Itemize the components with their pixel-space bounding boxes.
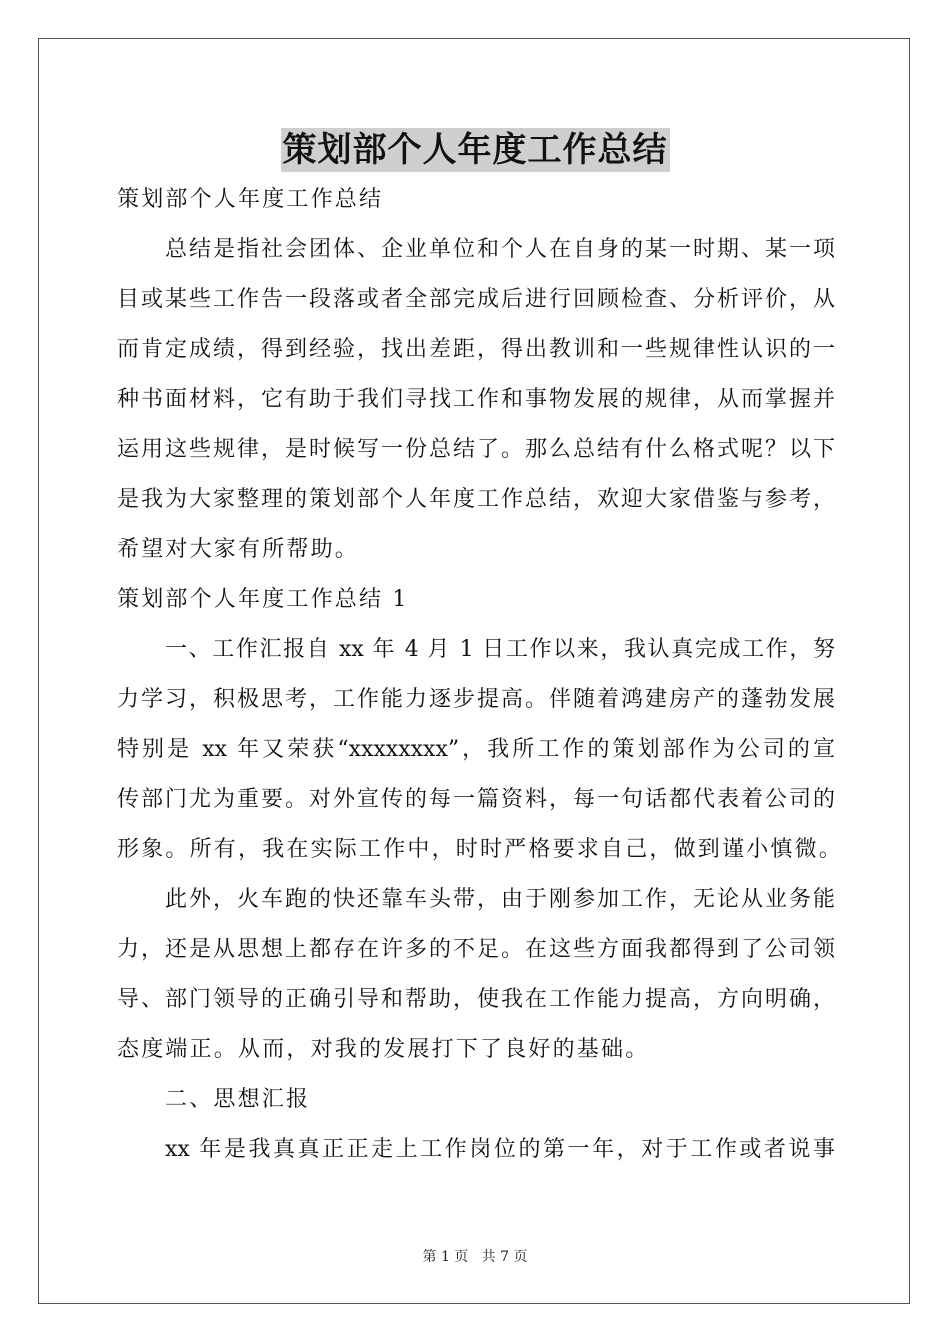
paragraph-line: 是我为大家整理的策划部个人年度工作总结，欢迎大家借鉴与参考， <box>117 487 835 512</box>
section-heading: 策划部个人年度工作总结 1 <box>117 587 409 612</box>
page-number: 第 1 页 <box>422 1249 469 1265</box>
subtitle-line: 策划部个人年度工作总结 <box>117 187 384 212</box>
paragraph-line: 一、工作汇报自 xx 年 4 月 1 日工作以来，我认真完成工作，努 <box>165 637 835 662</box>
paragraph-line: 目或某些工作告一段落或者全部完成后进行回顾检查、分析评价，从 <box>117 287 835 312</box>
paragraph-line: 力，还是从思想上都存在许多的不足。在这些方面我都得到了公司领 <box>117 937 835 962</box>
page-footer <box>0 1246 950 1266</box>
paragraph-line: 传部门尤为重要。对外宣传的每一篇资料，每一句话都代表着公司的 <box>117 787 835 812</box>
paragraph-line: 特别是 xx 年又荣获“xxxxxxxx”，我所工作的策划部作为公司的宣 <box>117 737 835 762</box>
paragraph-line: 运用这些规律，是时候写一份总结了。那么总结有什么格式呢？以下 <box>117 437 835 462</box>
paragraph-line: 此外，火车跑的快还靠车头带，由于刚参加工作，无论从业务能 <box>165 887 835 912</box>
paragraph-line: 希望对大家有所帮助。 <box>117 537 360 562</box>
paragraph-line: xx 年是我真真正正走上工作岗位的第一年，对于工作或者说事 <box>165 1137 835 1162</box>
paragraph-line: 种书面材料，它有助于我们寻找工作和事物发展的规律，从而掌握并 <box>117 387 835 412</box>
document-body <box>117 178 844 1178</box>
paragraph-line: 态度端正。从而，对我的发展打下了良好的基础。 <box>117 1037 650 1062</box>
paragraph-line: 形象。所有，我在实际工作中，时时严格要求自己，做到谨小慎微。 <box>117 837 844 862</box>
section-heading: 二、思想汇报 <box>165 1087 311 1112</box>
paragraph-line: 力学习，积极思考，工作能力逐步提高。伴随着鸿建房产的蓬勃发展 <box>117 687 835 712</box>
paragraph-line: 导、部门领导的正确引导和帮助，使我在工作能力提高，方向明确， <box>117 987 835 1012</box>
paragraph-line: 总结是指社会团体、企业单位和个人在自身的某一时期、某一项 <box>165 237 835 262</box>
paragraph-line: 而肯定成绩，得到经验，找出差距，得出教训和一些规律性认识的一 <box>117 337 835 362</box>
document-title: 策划部个人年度工作总结 <box>282 130 668 170</box>
title-wrap <box>0 128 950 172</box>
page-total: 共 7 页 <box>481 1249 528 1265</box>
